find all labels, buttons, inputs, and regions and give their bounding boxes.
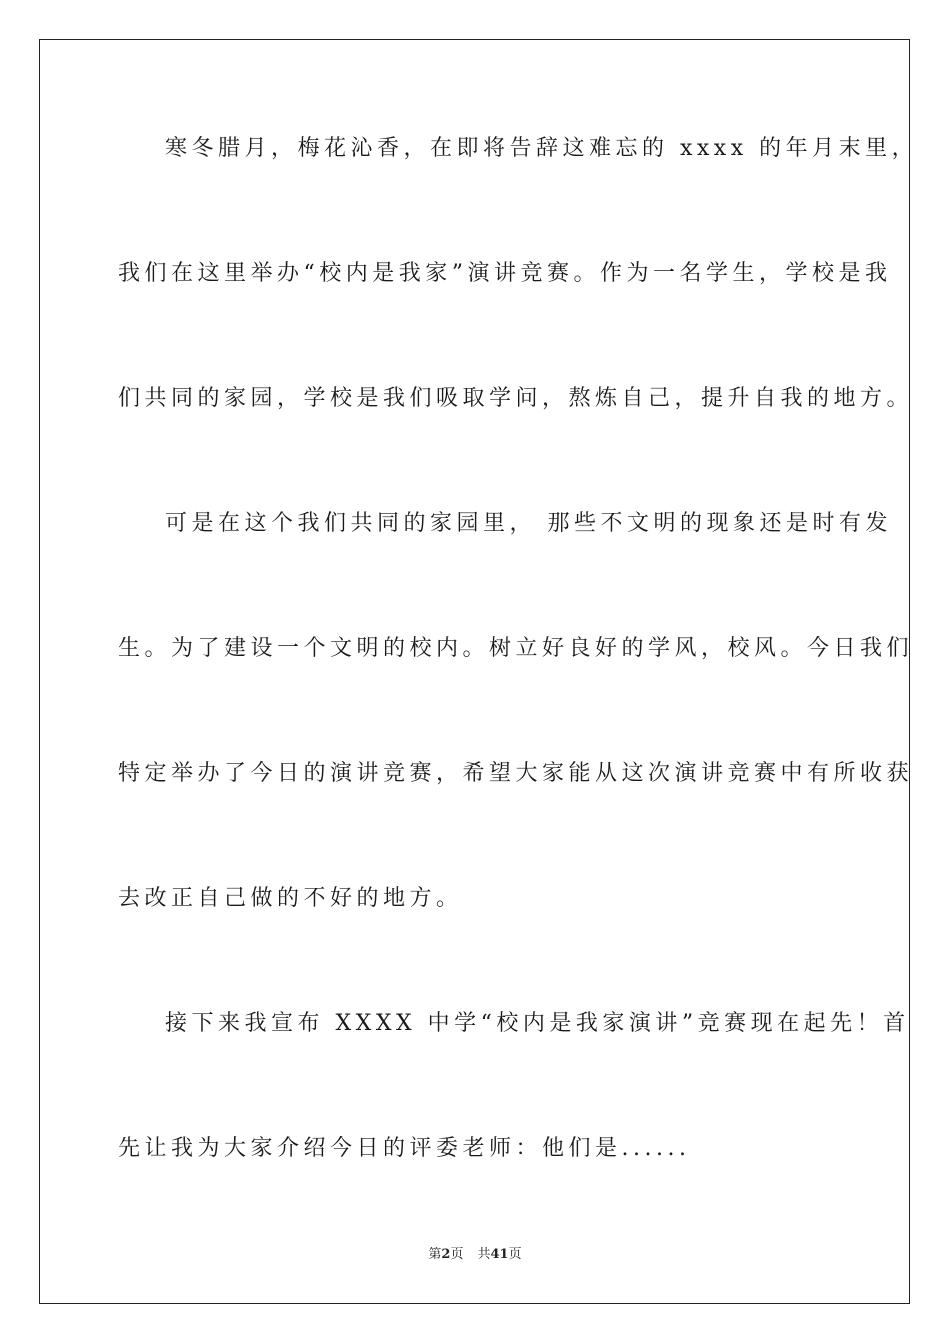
paragraph-1-line-3: 们共同的家园，学校是我们吸取学问，熬炼自己，提升自我的地方。 xyxy=(118,386,914,411)
page-suffix: 页 xyxy=(450,1247,464,1262)
page-border xyxy=(39,39,919,1304)
total-suffix: 页 xyxy=(508,1247,522,1262)
page-footer xyxy=(0,1246,950,1264)
page-number: 2 xyxy=(441,1247,451,1262)
total-pages: 41 xyxy=(490,1247,509,1262)
total-prefix: 共 xyxy=(477,1247,491,1262)
paragraph-3-line-2: 先让我为大家介绍今日的评委老师：他们是...... xyxy=(118,1136,691,1161)
paragraph-1-line-1: 寒冬腊月，梅花沁香，在即将告辞这难忘的 xxxx 的年月末里， xyxy=(165,136,919,161)
paragraph-3-line-1: 接下来我宣布 XXXX 中学“校内是我家演讲”竞赛现在起先！首 xyxy=(165,1011,910,1036)
paragraph-2-line-3: 特定举办了今日的演讲竞赛，希望大家能从这次演讲竞赛中有所收获 xyxy=(118,761,914,786)
paragraph-1-line-2: 我们在这里举办“校内是我家”演讲竞赛。作为一名学生，学校是我 xyxy=(118,261,892,286)
paragraph-2-line-2: 生。为了建设一个文明的校内。树立好良好的学风，校风。今日我们 xyxy=(118,636,914,661)
paragraph-2-line-4: 去改正自己做的不好的地方。 xyxy=(118,886,463,911)
paragraph-2-line-1: 可是在这个我们共同的家园里， 那些不文明的现象还是时有发 xyxy=(165,511,892,536)
page-prefix: 第 xyxy=(428,1247,442,1262)
